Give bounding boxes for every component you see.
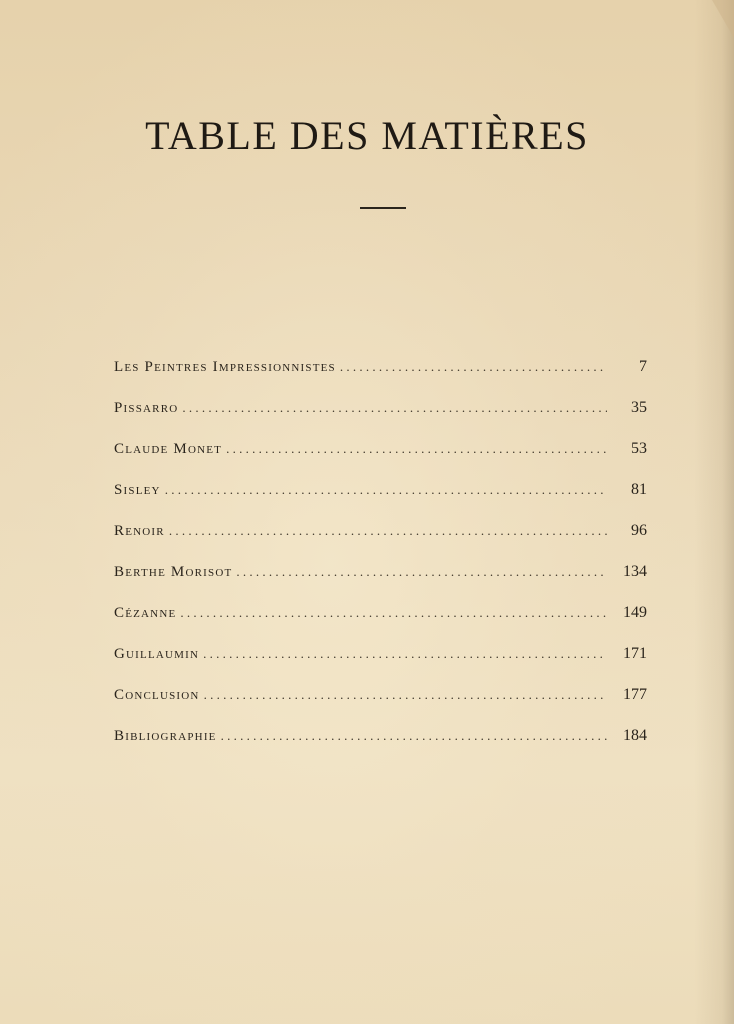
toc-entry-page: 134: [623, 563, 647, 580]
toc-dot-leader: [236, 564, 607, 577]
toc-entry-label: Cézanne: [114, 605, 177, 621]
toc-dot-leader: [203, 646, 607, 659]
toc-entry: [114, 440, 647, 481]
toc-entry: [114, 399, 647, 440]
toc-dot-leader: [204, 687, 607, 700]
toc-dot-leader: [169, 523, 607, 536]
toc-entry: [114, 481, 647, 522]
toc-entry-label: Conclusion: [114, 687, 200, 703]
toc-dot-leader: [226, 441, 607, 454]
toc-entry-label: Pissarro: [114, 400, 179, 416]
toc-dot-leader: [221, 728, 607, 741]
toc-entry-page: 184: [623, 727, 647, 744]
page-corner-fold: [712, 0, 734, 38]
toc-dot-leader: [340, 359, 607, 372]
toc-entry-label: Guillaumin: [114, 646, 200, 662]
toc-dot-leader: [165, 482, 607, 495]
toc-entry: [114, 604, 647, 645]
toc-entry: [114, 522, 647, 563]
table-of-contents: [114, 358, 647, 768]
toc-entry: [114, 645, 647, 686]
toc-entry-page: 177: [623, 686, 647, 703]
toc-entry: [114, 358, 647, 399]
toc-dot-leader: [182, 400, 607, 413]
title-divider: [360, 207, 406, 209]
toc-dot-leader: [180, 605, 607, 618]
toc-entry-label: Bibliographie: [114, 728, 217, 744]
toc-entry-page: 81: [631, 481, 647, 498]
toc-entry-page: 7: [639, 358, 647, 375]
toc-entry-page: 171: [623, 645, 647, 662]
toc-entry-label: Les Peintres Impressionnistes: [114, 359, 336, 375]
toc-entry-page: 96: [631, 522, 647, 539]
toc-entry-page: 53: [631, 440, 647, 457]
page-title: TABLE DES MATIÈRES: [145, 113, 589, 158]
toc-entry: [114, 563, 647, 604]
toc-entry: [114, 727, 647, 768]
toc-entry-page: 149: [623, 604, 647, 621]
toc-entry-page: 35: [631, 399, 647, 416]
toc-entry-label: Renoir: [114, 523, 165, 539]
toc-entry-label: Claude Monet: [114, 441, 223, 457]
toc-entry-label: Berthe Morisot: [114, 564, 233, 580]
toc-entry: [114, 686, 647, 727]
toc-entry-label: Sisley: [114, 482, 161, 498]
